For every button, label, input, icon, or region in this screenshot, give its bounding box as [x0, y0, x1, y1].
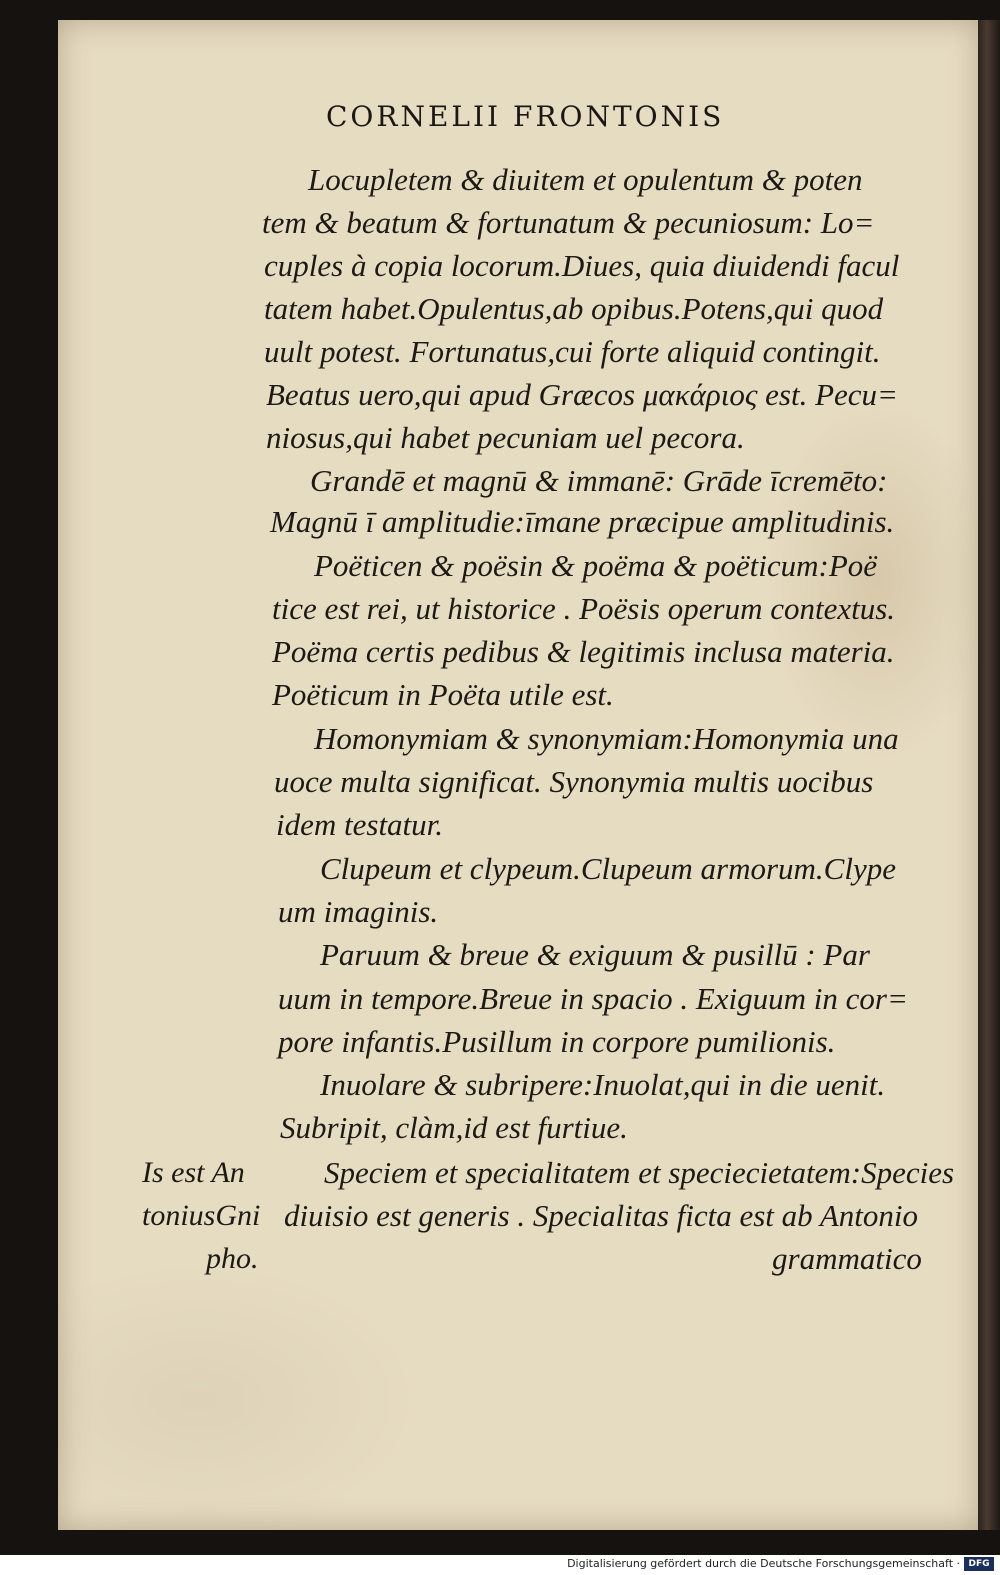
- marginal-note-line: toniusGni: [142, 1199, 261, 1232]
- text-line: grammatico: [772, 1241, 922, 1276]
- text-line: Speciem et specialitatem et speciecietatem:Species: [324, 1155, 955, 1190]
- text-line: Magnū ī amplitudie:īmane præcipue amplitudinis.: [270, 504, 895, 539]
- text-line: Inuolare & subripere:Inuolat,qui in die uenit.: [320, 1067, 886, 1102]
- text-line: tem & beatum & fortunatum & pecuniosum: Lo=: [262, 205, 875, 240]
- footer-credit: Digitalisierung gefördert durch die Deutsche Forschungsgemeinschaft ·: [567, 1557, 960, 1570]
- text-line: uoce multa significat. Synonymia multis uocibus: [274, 764, 874, 799]
- text-line: Poëma certis pedibus & legitimis inclusa materia.: [272, 634, 895, 669]
- text-line: Poëticum in Poëta utile est.: [272, 677, 614, 712]
- text-line: diuisio est generis . Specialitas ficta est ab Antonio: [284, 1198, 919, 1233]
- text-line: Paruum & breue & exiguum & pusillū : Par: [320, 937, 870, 972]
- page-edge: [978, 20, 1000, 1530]
- dfg-logo: DFG: [964, 1557, 994, 1571]
- footer-bar: [0, 1555, 1000, 1575]
- text-line: Poëticen & poësin & poëma & poëticum:Poë: [314, 548, 878, 583]
- text-line: Locupletem & diuitem et opulentum & poten: [308, 162, 863, 197]
- text-line: Clupeum et clypeum.Clupeum armorum.Clype: [320, 851, 896, 886]
- text-line: uum in tempore.Breue in spacio . Exiguum in cor=: [278, 981, 908, 1016]
- marginal-note-line: pho.: [206, 1242, 259, 1275]
- text-line: pore infantis.Pusillum in corpore pumilionis.: [278, 1024, 836, 1059]
- text-line: Subripit, clàm,id est furtiue.: [280, 1110, 628, 1145]
- text-line: Beatus uero,qui apud Græcos μακάριος est. Pecu=: [266, 377, 898, 412]
- text-line: Grandē et magnū & immanē: Grāde īcremēto:: [310, 463, 888, 498]
- text-line: tice est rei, ut historice . Poësis operum contextus.: [272, 591, 896, 626]
- text-line: niosus,qui habet pecuniam uel pecora.: [266, 420, 745, 455]
- running-head: CORNELII FRONTONIS: [326, 100, 725, 133]
- text-line: idem testatur.: [276, 807, 444, 842]
- text-line: tatem habet.Opulentus,ab opibus.Potens,qui quod: [264, 291, 884, 326]
- text-line: cuples à copia locorum.Diues, quia diuidendi facul: [264, 248, 900, 283]
- marginal-note-line: Is est An: [142, 1156, 245, 1189]
- text-line: uult potest. Fortunatus,cui forte aliquid contingit.: [264, 334, 881, 369]
- text-line: Homonymiam & synonymiam:Homonymia una: [314, 721, 899, 756]
- text-line: um imaginis.: [278, 894, 439, 929]
